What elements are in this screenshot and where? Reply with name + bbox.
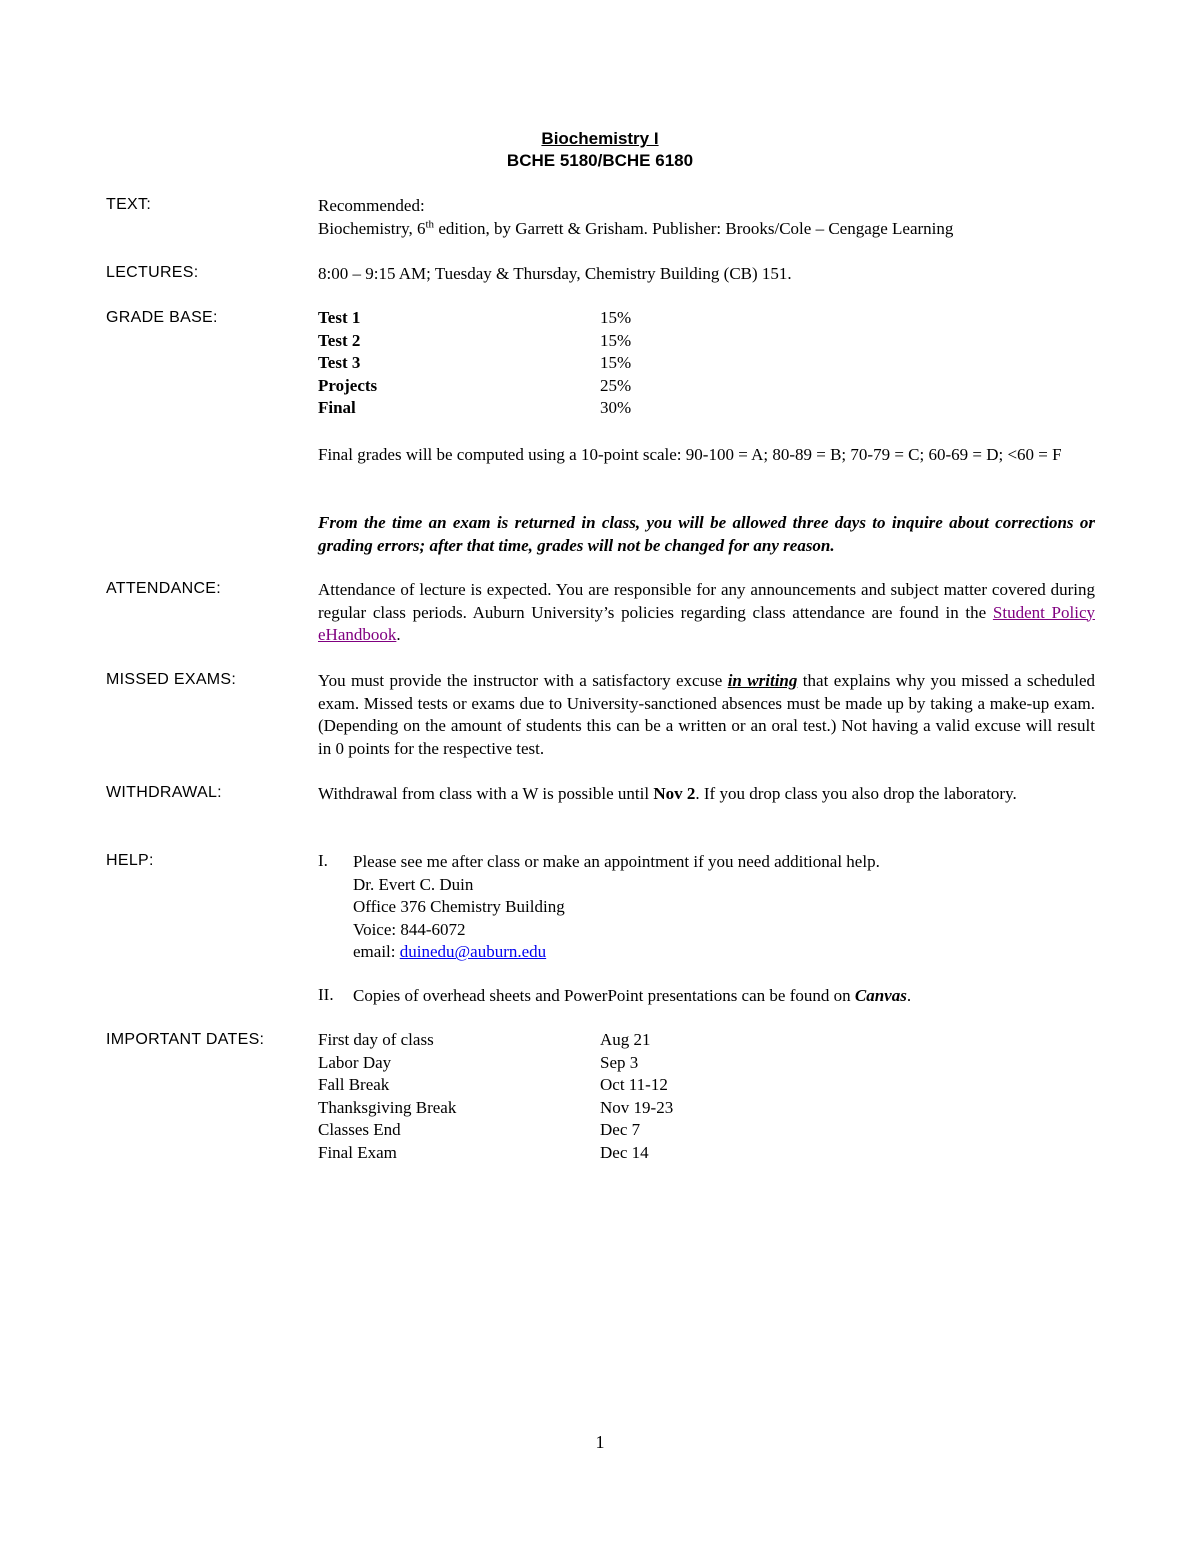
text-recommended: Recommended: xyxy=(318,196,425,215)
grade-scale-text: Final grades will be computed using a 10-point scale: 90-100 = A; 80-89 = B; 70-79 = C; 60-69 = D; <60 = F xyxy=(318,445,1062,464)
page-number: 1 xyxy=(595,1432,605,1452)
contact-office: Office 376 Chemistry Building xyxy=(353,897,565,917)
text-section xyxy=(318,195,1095,240)
email-link[interactable]: duinedu@auburn.edu xyxy=(399,942,547,962)
help-item-number: I. xyxy=(318,851,328,870)
contact-name: Dr. Evert C. Duin xyxy=(353,874,474,894)
course-title: Biochemistry I xyxy=(541,129,659,148)
student-policy-link[interactable]: Student Policy eHandbook xyxy=(318,602,1095,645)
in-writing-emphasis: in writing xyxy=(727,671,798,690)
lectures-label: LECTURES: xyxy=(106,264,199,281)
attendance-text: Attendance of lecture is expected. You are responsible for any announcements and subject matter covered during regular class periods. Auburn University’s policies regarding class attendance are found in the Student Policy eHandbook. xyxy=(318,580,1095,645)
missed-exams-label: MISSED EXAMS: xyxy=(106,671,237,688)
grade-item-name: Final xyxy=(318,398,356,417)
date-event: Final Exam xyxy=(318,1143,397,1162)
grade-item-weight: 30% xyxy=(600,398,632,417)
date-event: Classes End xyxy=(318,1120,401,1139)
canvas-emphasis: Canvas xyxy=(854,986,907,1005)
text-book: Biochemistry, 6th edition, by Garrett & Grisham. Publisher: Brooks/Cole – Cengage Learning xyxy=(318,217,954,238)
date-value: Nov 19-23 xyxy=(600,1098,674,1117)
date-value: Sep 3 xyxy=(600,1053,639,1072)
grade-item-name: Test 3 xyxy=(318,353,361,372)
withdrawal-text: Withdrawal from class with a W is possible until Nov 2. If you drop class you also drop the laboratory. xyxy=(318,784,1017,803)
date-value: Aug 21 xyxy=(600,1030,651,1049)
date-event: First day of class xyxy=(318,1030,434,1049)
date-event: Fall Break xyxy=(318,1075,390,1094)
grade-item-weight: 25% xyxy=(600,376,632,395)
withdrawal-label: WITHDRAWAL: xyxy=(106,784,222,801)
date-value: Dec 7 xyxy=(600,1120,641,1139)
course-codes: BCHE 5180/BCHE 6180 xyxy=(506,151,694,170)
withdrawal-date: Nov 2 xyxy=(653,784,696,803)
grade-item-weight: 15% xyxy=(600,353,632,372)
help-item-number: II. xyxy=(318,985,334,1004)
date-event: Thanksgiving Break xyxy=(318,1098,457,1117)
contact-email-line: email: duinedu@auburn.edu xyxy=(353,942,547,962)
grade-policy-text: From the time an exam is returned in class, you will be allowed three days to inquire about corrections or grading errors; after that time, grades will not be changed for any reason. xyxy=(318,513,1095,555)
date-value: Dec 14 xyxy=(600,1143,649,1162)
grade-item-weight: 15% xyxy=(600,308,632,327)
attendance-label: ATTENDANCE: xyxy=(106,580,222,597)
grade-item-name: Test 1 xyxy=(318,308,361,327)
lectures-text: 8:00 – 9:15 AM; Tuesday & Thursday, Chemistry Building (CB) 151. xyxy=(318,264,792,283)
grade-item-name: Projects xyxy=(318,376,378,395)
date-event: Labor Day xyxy=(318,1053,392,1072)
missed-exams-text: You must provide the instructor with a satisfactory excuse in writing that explains why you missed a scheduled exam. Missed tests or exams due to University-sanctioned absences must be made up by taking a make-up exam. (Depending on the amount of students this can be a written or an oral test.) Not having a valid excuse will result in 0 points for the respective test. xyxy=(318,671,1095,758)
text-label: TEXT: xyxy=(106,196,152,213)
grade-item-weight: 15% xyxy=(600,331,632,350)
help-item-text: Please see me after class or make an appointment if you need additional help. xyxy=(353,852,880,871)
contact-voice: Voice: 844-6072 xyxy=(353,919,466,939)
grade-base-label: GRADE BASE: xyxy=(106,309,218,326)
help-item-text: Copies of overhead sheets and PowerPoint presentations can be found on Canvas. xyxy=(353,986,912,1005)
help-contact-block xyxy=(353,851,880,964)
date-value: Oct 11-12 xyxy=(600,1075,668,1094)
grade-item-name: Test 2 xyxy=(318,331,361,350)
help-label: HELP: xyxy=(106,852,154,869)
important-dates-label: IMPORTANT DATES: xyxy=(106,1031,265,1048)
